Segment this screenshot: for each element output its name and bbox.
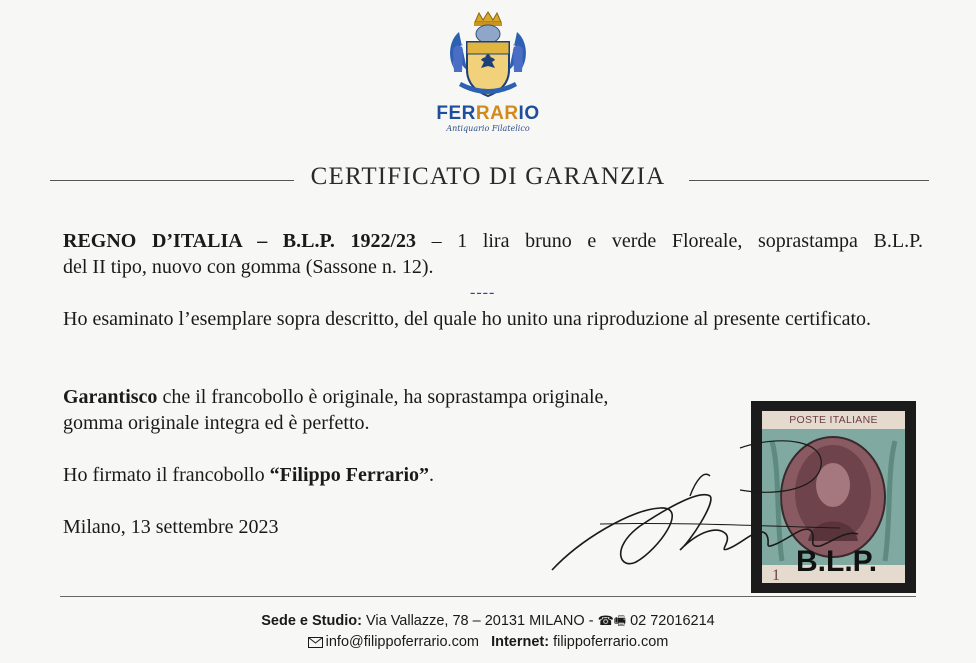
mail-icon (308, 637, 323, 648)
guarantee-line1: che il francobollo è originale, ha soprastampa originale, (157, 386, 609, 408)
title-rule-right (689, 180, 929, 181)
brand-part-2: RAR (475, 103, 519, 124)
stamp-description (63, 228, 923, 280)
ferrario-logo (424, 10, 552, 133)
place-date: Milano, 13 settembre 2023 (63, 516, 279, 538)
phone-fax-icon: ☎🖷 (597, 613, 627, 628)
brand-name (424, 104, 552, 124)
footer-address-text: Via Vallazze, 78 – 20131 MILANO - (361, 613, 598, 629)
footer-address (0, 612, 976, 634)
guarantee-statement (63, 384, 723, 436)
description-line1: – 1 lira bruno e verde Floreale, soprastampa B.L.P. (416, 230, 923, 252)
guarantee-line2: gomma originale integra ed è perfetto. (63, 412, 370, 434)
brand-part-3: IO (518, 103, 540, 124)
footer-rule (60, 596, 916, 597)
certificate-title: CERTIFICATO DI GARANZIA (310, 163, 666, 190)
guarantee-bold: Garantisco (63, 386, 158, 408)
footer-internet-label: Internet: (491, 634, 550, 650)
description-heading: REGNO D’ITALIA – B.L.P. 1922/23 (63, 230, 417, 252)
footer-contacts (0, 634, 976, 650)
signature-suffix: . (429, 464, 435, 486)
handwritten-signature (540, 430, 870, 590)
title-rule-left (50, 180, 294, 181)
footer-phone: 02 72016214 (626, 613, 715, 629)
separator: ---- (470, 284, 496, 301)
brand-tagline: Antiquario Filatelico (446, 124, 530, 133)
coat-of-arms-icon (445, 10, 531, 102)
brand-part-1: FER (436, 103, 476, 124)
footer-email[interactable]: info@filippoferrario.com (325, 634, 479, 650)
footer-sede-label: Sede e Studio: (261, 613, 362, 629)
footer-website[interactable]: filippoferrario.com (549, 634, 669, 650)
stamp-value: 1 (772, 567, 780, 583)
stamp-overprint: B.L.P. (796, 545, 878, 578)
examination-statement: Ho esaminato l’esemplare sopra descritto, del quale ho unito una riproduzione al presente certificato. (63, 308, 872, 330)
signature-prefix: Ho firmato il francobollo (63, 464, 270, 486)
signature-name: “Filippo Ferrario” (269, 464, 430, 486)
description-line2: del II tipo, nuovo con gomma (Sassone n. 12). (63, 256, 434, 278)
title-row (0, 163, 976, 193)
stamp-header: POSTE ITALIANE (762, 411, 905, 429)
